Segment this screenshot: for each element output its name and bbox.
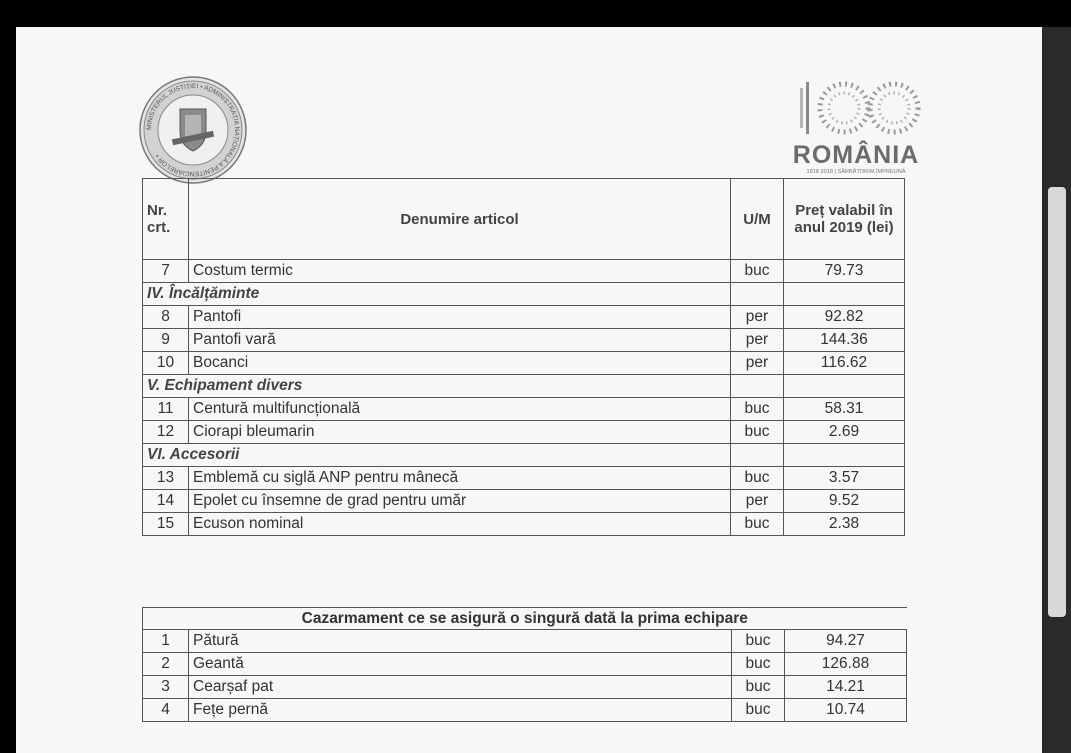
- centenary-tagline: 1918 2018 | SĂRBĂTORIM ÎMPREUNĂ: [806, 169, 906, 175]
- unit-of-measure: buc: [732, 630, 785, 653]
- section-title: IV. Încălțăminte: [143, 283, 731, 306]
- item-price: 116.62: [784, 352, 905, 375]
- section-title: V. Echipament divers: [143, 375, 731, 398]
- item-name: Costum termic: [189, 260, 731, 283]
- table-row: [143, 653, 907, 676]
- item-price: 92.82: [784, 306, 905, 329]
- item-price: 3.57: [784, 467, 905, 490]
- item-price: 2.38: [784, 513, 905, 536]
- unit-of-measure: buc: [731, 513, 784, 536]
- unit-of-measure: buc: [732, 653, 785, 676]
- item-name: Ciorapi bleumarin: [189, 421, 731, 444]
- section-title: VI. Accesorii: [143, 444, 731, 467]
- header-um: U/M: [731, 179, 784, 260]
- row-number: 13: [143, 467, 189, 490]
- item-name: Cearșaf pat: [189, 676, 732, 699]
- section-row: [143, 283, 905, 306]
- table-row: [143, 260, 905, 283]
- item-price: 79.73: [784, 260, 905, 283]
- price-table-header: [143, 179, 905, 260]
- empty-cell: [784, 283, 905, 306]
- header-price: Preț valabil în anul 2019 (lei): [784, 179, 905, 260]
- empty-cell: [784, 444, 905, 467]
- price-table: [142, 178, 905, 536]
- table-row: [143, 306, 905, 329]
- item-price: 2.69: [784, 421, 905, 444]
- row-number: 1: [143, 630, 189, 653]
- row-number: 12: [143, 421, 189, 444]
- item-name: Emblemă cu siglă ANP pentru mânecă: [189, 467, 731, 490]
- item-name: Bocanci: [189, 352, 731, 375]
- item-name: Ecuson nominal: [189, 513, 731, 536]
- item-price: 94.27: [785, 630, 907, 653]
- unit-of-measure: per: [731, 329, 784, 352]
- empty-cell: [731, 375, 784, 398]
- item-price: 9.52: [784, 490, 905, 513]
- table-row: [143, 467, 905, 490]
- table-row: [143, 352, 905, 375]
- unit-of-measure: per: [731, 352, 784, 375]
- row-number: 7: [143, 260, 189, 283]
- empty-cell: [731, 444, 784, 467]
- header-name: Denumire articol: [189, 179, 731, 260]
- row-number: 14: [143, 490, 189, 513]
- romania-centenary-logo: [786, 78, 926, 178]
- empty-cell: [731, 283, 784, 306]
- centenary-100-icon: [786, 78, 926, 140]
- row-number: 11: [143, 398, 189, 421]
- item-price: 14.21: [785, 676, 907, 699]
- unit-of-measure: buc: [731, 467, 784, 490]
- table-row: [143, 513, 905, 536]
- table-row: [143, 630, 907, 653]
- item-name: Pătură: [189, 630, 732, 653]
- unit-of-measure: buc: [731, 260, 784, 283]
- item-price: 126.88: [785, 653, 907, 676]
- bedding-table-title: Cazarmament ce se asigură o singură dată la prima echipare: [143, 608, 907, 630]
- item-name: Pantofi vară: [189, 329, 731, 352]
- bedding-table: [142, 607, 907, 722]
- centenary-country-text: ROMÂNIA: [792, 141, 920, 169]
- item-name: Pantofi: [189, 306, 731, 329]
- item-name: Geantă: [189, 653, 732, 676]
- unit-of-measure: buc: [731, 421, 784, 444]
- item-price: 58.31: [784, 398, 905, 421]
- table-row: [143, 398, 905, 421]
- header-nr: Nr. crt.: [143, 179, 189, 260]
- table-row: [143, 699, 907, 722]
- svg-text:MINISTERUL JUSTIȚIEI • ADMINIS: MINISTERUL JUSTIȚIEI • ADMINISTRAȚIA NAȚIONALĂ A PENITENCIARELOR •: [145, 82, 241, 178]
- unit-of-measure: buc: [732, 699, 785, 722]
- section-row: [143, 444, 905, 467]
- window-edge: [1042, 27, 1071, 753]
- unit-of-measure: per: [731, 490, 784, 513]
- empty-cell: [784, 375, 905, 398]
- row-number: 2: [143, 653, 189, 676]
- row-number: 15: [143, 513, 189, 536]
- unit-of-measure: per: [731, 306, 784, 329]
- unit-of-measure: buc: [732, 676, 785, 699]
- scroll-strip: [1048, 187, 1066, 617]
- row-number: 4: [143, 699, 189, 722]
- table-row: [143, 676, 907, 699]
- item-name: Epolet cu însemne de grad pentru umăr: [189, 490, 731, 513]
- ministry-seal-logo: [138, 75, 248, 185]
- table-row: [143, 490, 905, 513]
- section-row: [143, 375, 905, 398]
- table-row: [143, 329, 905, 352]
- row-number: 8: [143, 306, 189, 329]
- row-number: 3: [143, 676, 189, 699]
- table-row: [143, 421, 905, 444]
- item-price: 144.36: [784, 329, 905, 352]
- row-number: 10: [143, 352, 189, 375]
- item-name: Fețe pernă: [189, 699, 732, 722]
- unit-of-measure: buc: [731, 398, 784, 421]
- row-number: 9: [143, 329, 189, 352]
- item-name: Centură multifuncțională: [189, 398, 731, 421]
- item-price: 10.74: [785, 699, 907, 722]
